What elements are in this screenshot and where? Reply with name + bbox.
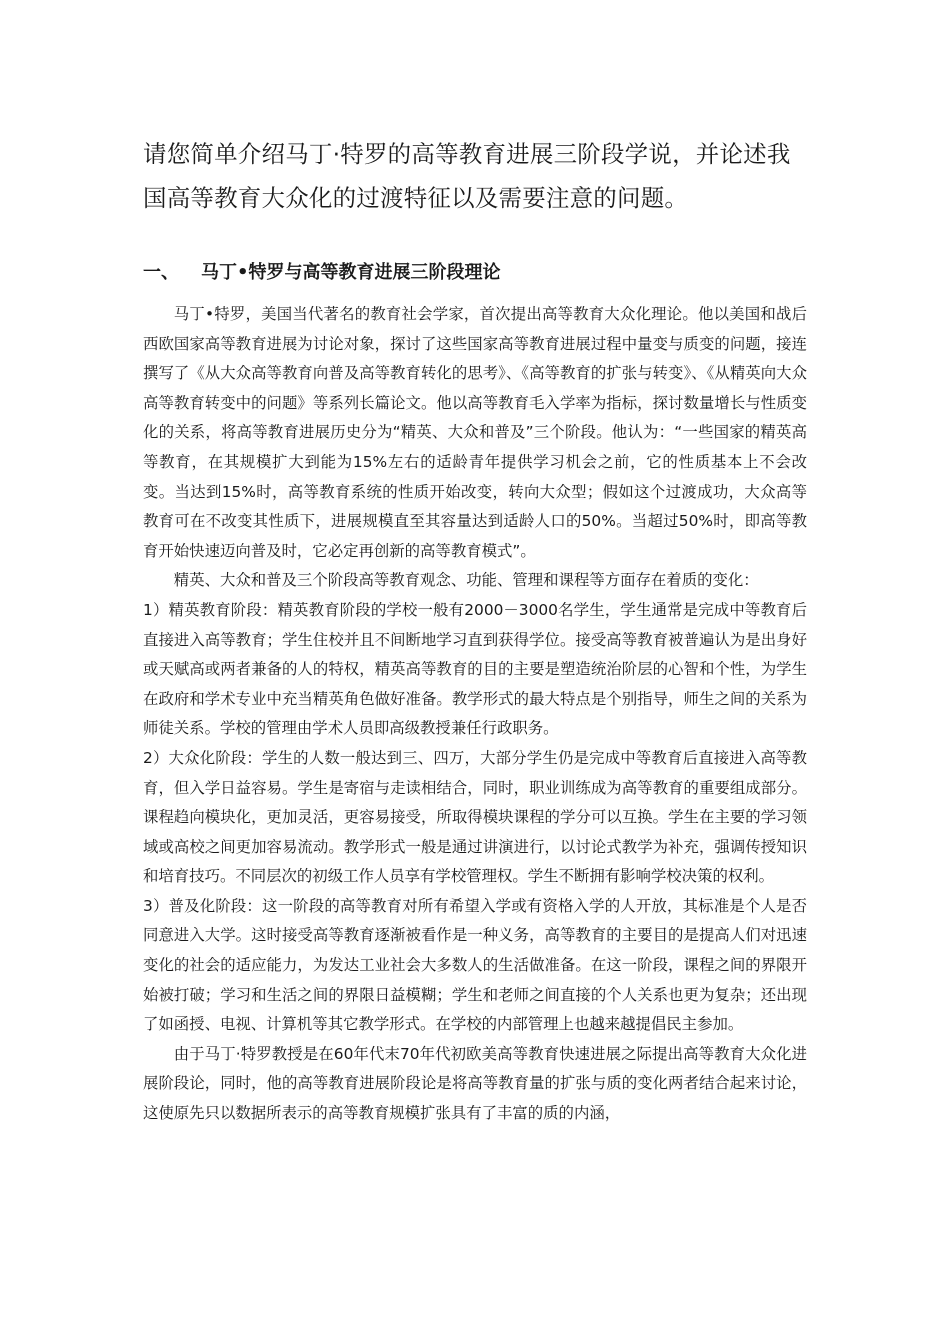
paragraph-mass-stage: 2）大众化阶段：学生的人数一般达到三、四万，大部分学生仍是完成中等教育后直接进入高等教育，但入学日益容易。学生是寄宿与走读相结合，同时，职业训练成为高等教育的重要组成部分。课程趋向模块化，更加灵活，更容易接受，所取得模块课程的学分可以互换。学生在主要的学习领域或高校之间更加容易流动。教学形式一般是通过讲演进行，以讨论式教学为补充，强调传授知识和培育技巧。不同层次的初级工作人员享有学校管理权。学生不断拥有影响学校决策的权利。 (143, 748, 807, 886)
paragraph-intro: 马丁•特罗，美国当代著名的教育社会学家，首次提出高等教育大众化理论。他以美国和战后西欧国家高等教育进展为讨论对象，探讨了这些国家高等教育进展过程中量变与质变的问题，接连撰写了《从大众高等教育向普及高等教育转化的思考》、《高等教育的扩张与转变》、《从精英向大众高等教育转变中的问题》等系列长篇论文。他以高等教育毛入学率为指标，探讨数量增长与性质变化的关系，将高等教育进展历史分为“精英、大众和普及”三个阶段。他认为：“一些国家的精英高等教育，在其规模扩大到能为15%左右的适龄青年提供学习机会之前，它的性质基本上不会改变。当达到15%时，高等教育系统的性质开始改变，转向大众型；假如这个过渡成功，大众高等教育可在不改变其性质下，进展规模直至其容量达到适龄人口的50%。当超过50%时，即高等教育开始快速迈向普及时，它必定再创新的高等教育模式”。 (143, 305, 807, 560)
question-title: 请您简单介绍马丁·特罗的高等教育进展三阶段学说，并论述我国高等教育大众化的过渡特征以及需要注意的问题。 (143, 140, 791, 212)
section-number: 一、 (143, 262, 179, 283)
section-heading (143, 258, 811, 288)
paragraph-conclusion: 由于马丁·特罗教授是在60年代末70年代初欧美高等教育快速进展之际提出高等教育大众化进展阶段论，同时，他的高等教育进展阶段论是将高等教育量的扩张与质的变化两者结合起来讨论，这使原先只以数据所表示的高等教育规模扩张具有了丰富的质的内涵， (143, 1044, 807, 1123)
paragraph-elite-stage: 1）精英教育阶段：精英教育阶段的学校一般有2000－3000名学生，学生通常是完成中等教育后直接进入高等教育；学生住校并且不间断地学习直到获得学位。接受高等教育被普遍认为是出身好或天赋高或两者兼备的人的特权，精英高等教育的目的主要是塑造统治阶层的心智和个性，为学生在政府和学术专业中充当精英角色做好准备。教学形式的最大特点是个别指导，师生之间的关系为师徒关系。学校的管理由学术人员即高级教授兼任行政职务。 (143, 600, 807, 738)
body-text (143, 300, 807, 1129)
section-title: 马丁•特罗与高等教育进展三阶段理论 (201, 262, 501, 283)
paragraph-universal-stage: 3）普及化阶段：这一阶段的高等教育对所有希望入学或有资格入学的人开放，其标准是个人是否同意进入大学。这时接受高等教育逐渐被看作是一种义务，高等教育的主要目的是提高人们对迅速变化的社会的适应能力，为发达工业社会大多数人的生活做准备。在这一阶段，课程之间的界限开始被打破；学习和生活之间的界限日益模糊；学生和老师之间直接的个人关系也更为复杂；还出现了如函授、电视、计算机等其它教学形式。在学校的内部管理上也越来越提倡民主参加。 (143, 896, 807, 1034)
paragraph-stages-overview: 精英、大众和普及三个阶段高等教育观念、功能、管理和课程等方面存在着质的变化： (173, 571, 759, 590)
